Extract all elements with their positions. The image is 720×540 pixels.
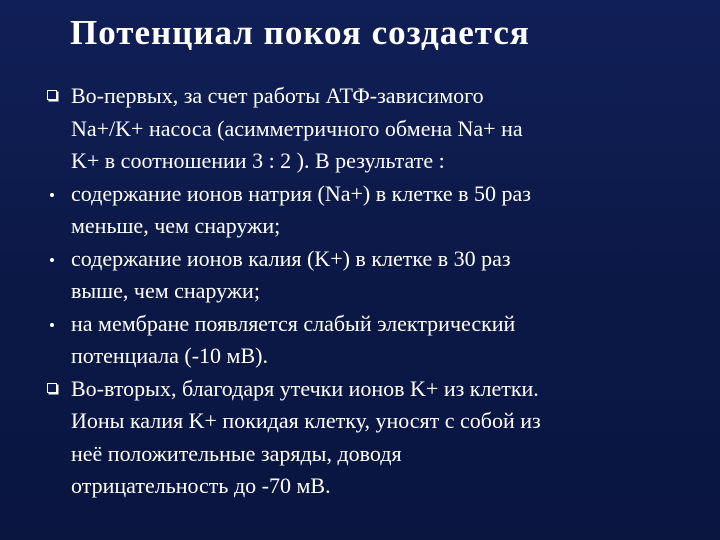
bullet-item (44, 80, 694, 178)
bullet-list (44, 80, 694, 503)
bullet-line: неё положительные заряды, доводя (71, 440, 402, 466)
bullet-line: Na+/K+ насоса (асимметричного обмена Na+ на (71, 115, 523, 141)
bullet-line: K+ в соотношении 3 : 2 ). В результате : (71, 148, 445, 173)
bullet-item (44, 308, 694, 373)
bullet-line: отрицательность до -70 мВ. (71, 473, 331, 498)
bullet-line: Ионы калия K+ покидая клетку, уносят с собой из (71, 408, 541, 433)
slide-title: Потенциал покоя создается (70, 13, 530, 52)
bullet-line: Во-первых, за счет работы АТФ-зависимого (71, 83, 484, 108)
bullet-line: потенциала (-10 мВ). (71, 343, 268, 368)
bullet-line: выше, чем снаружи; (71, 278, 260, 303)
bullet-line: содержание ионов калия (K+) в клетке в 30 раз (71, 245, 511, 271)
dot-bullet-icon (44, 243, 62, 276)
square-bullet-icon (44, 80, 62, 113)
square-bullet-icon (44, 373, 62, 406)
bullet-item (44, 178, 694, 243)
bullet-item (44, 243, 694, 308)
bullet-item (44, 373, 694, 503)
bullet-line: содержание ионов натрия (Na+) в клетке в 50 раз (71, 180, 531, 206)
bullet-line: меньше, чем снаружи; (71, 213, 281, 238)
bullet-line: Во-вторых, благодаря утечки ионов K+ из клетки. (71, 375, 539, 401)
dot-bullet-icon (44, 308, 62, 341)
dot-bullet-icon (44, 178, 62, 211)
bullet-line: на мембране появляется слабый электрический (71, 310, 516, 336)
